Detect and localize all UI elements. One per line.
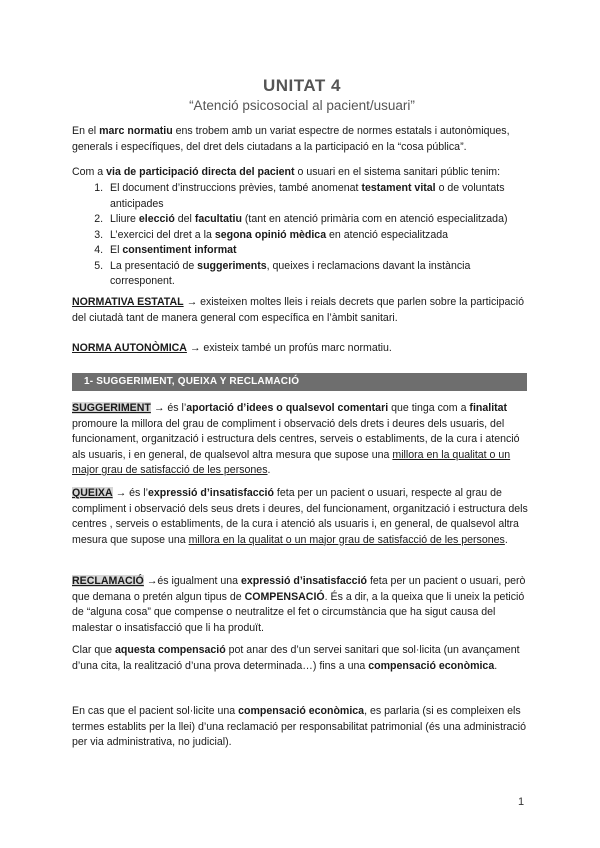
norma-autonomica-label: NORMA AUTONÒMICA bbox=[72, 342, 187, 354]
unit-title: UNITAT 4 bbox=[263, 76, 341, 95]
suggeriment-label: SUGGERIMENT bbox=[72, 402, 151, 414]
suggeriment-paragraph: SUGGERIMENT → és l’aportació d’idees o qualsevol comentari que tinga com a finalitat promoure la millora del grau de compliment i observació dels drets i deures dels usuaris, del funcionament, organització i estructura dels centres, serveis o establiments, de la cura i atenció als usuaris, i en general, de qualsevol altra mesura que supose una millora en la qualitat o un major grau de satisfacció de les persones. bbox=[72, 402, 520, 476]
economica-paragraph: En cas que el pacient sol·licite una compensació econòmica, es parlaria (si es compleixen els termes establits per la llei) d’una reclamació per responsabilitat patrimonial (és una administració per via administrativa, no judicial). bbox=[72, 705, 526, 748]
reclamacio-label: RECLAMACIÓ bbox=[72, 575, 144, 587]
compensacio-paragraph: Clar que aquesta compensació pot anar des d’un servei sanitari que sol·licita (un avançament d’una cita, la realització d’una prova determinada…) fins a una compensació econòmica. bbox=[72, 644, 520, 672]
normativa-estatal-label: NORMATIVA ESTATAL bbox=[72, 296, 184, 308]
section-banner: 1- SUGGERIMENT, QUEIXA Y RECLAMACIÓ bbox=[72, 373, 527, 391]
list-item: 4. El consentiment informat bbox=[106, 243, 532, 259]
normativa-estatal: NORMATIVA ESTATAL → existeixen moltes lleis i reials decrets que parlen sobre la participació del ciutadà tant de manera general com específica en l’àmbit sanitari. bbox=[72, 296, 524, 324]
participation-list bbox=[72, 181, 532, 290]
list-item: 3. L’exercici del dret a la segona opinió mèdica en atenció especialitzada bbox=[106, 228, 532, 244]
unit-subtitle: “Atenció psicosocial al pacient/usuari” bbox=[189, 98, 415, 113]
list-item: 5. La presentació de suggeriments, queixes i reclamacions davant la instància corresponent. bbox=[106, 259, 532, 290]
queixa-paragraph: QUEIXA → és l’expressió d’insatisfacció feta per un pacient o usuari, respecte al grau de compliment i observació dels seus drets i deures, del funcionament, organització i estructura dels centres , serveis o establiments, de la cura i atenció als usuaris i, en general, de qualsevol altra mesura que supose una millora en la qualitat o un major grau de satisfacció de les persones. bbox=[72, 487, 528, 546]
list-item: 1. El document d’instruccions prèvies, també anomenat testament vital o de voluntats anticipades bbox=[106, 181, 532, 212]
list-item: 2. Lliure elecció del facultatiu (tant en atenció primària com en atenció especialitzada) bbox=[106, 212, 532, 228]
queixa-label: QUEIXA bbox=[72, 487, 113, 499]
reclamacio-paragraph: RECLAMACIÓ →és igualment una expressió d’insatisfacció feta per un pacient o usuari, però que demana o pretén algun tipus de COMPENSACIÓ. És a dir, a la queixa que li uneix la petició de “alguna cosa” que compense o neutralitze el fet o circumstància que ha sigut causa del malestar o insatisfacció que li ha produït. bbox=[72, 575, 526, 634]
intro-paragraph-1: En el marc normatiu ens trobem amb un variat espectre de normes estatals i autonòmiques, generals i específiques, del dret dels ciutadans a la participació en la “cosa pública”. bbox=[72, 125, 510, 153]
page-number: 1 bbox=[518, 796, 525, 808]
intro-paragraph-2: Com a via de participació directa del pacient o usuari en el sistema sanitari públic tenim: bbox=[72, 166, 501, 178]
norma-autonomica: NORMA AUTONÒMICA → existeix també un profús marc normatiu. bbox=[72, 342, 392, 354]
